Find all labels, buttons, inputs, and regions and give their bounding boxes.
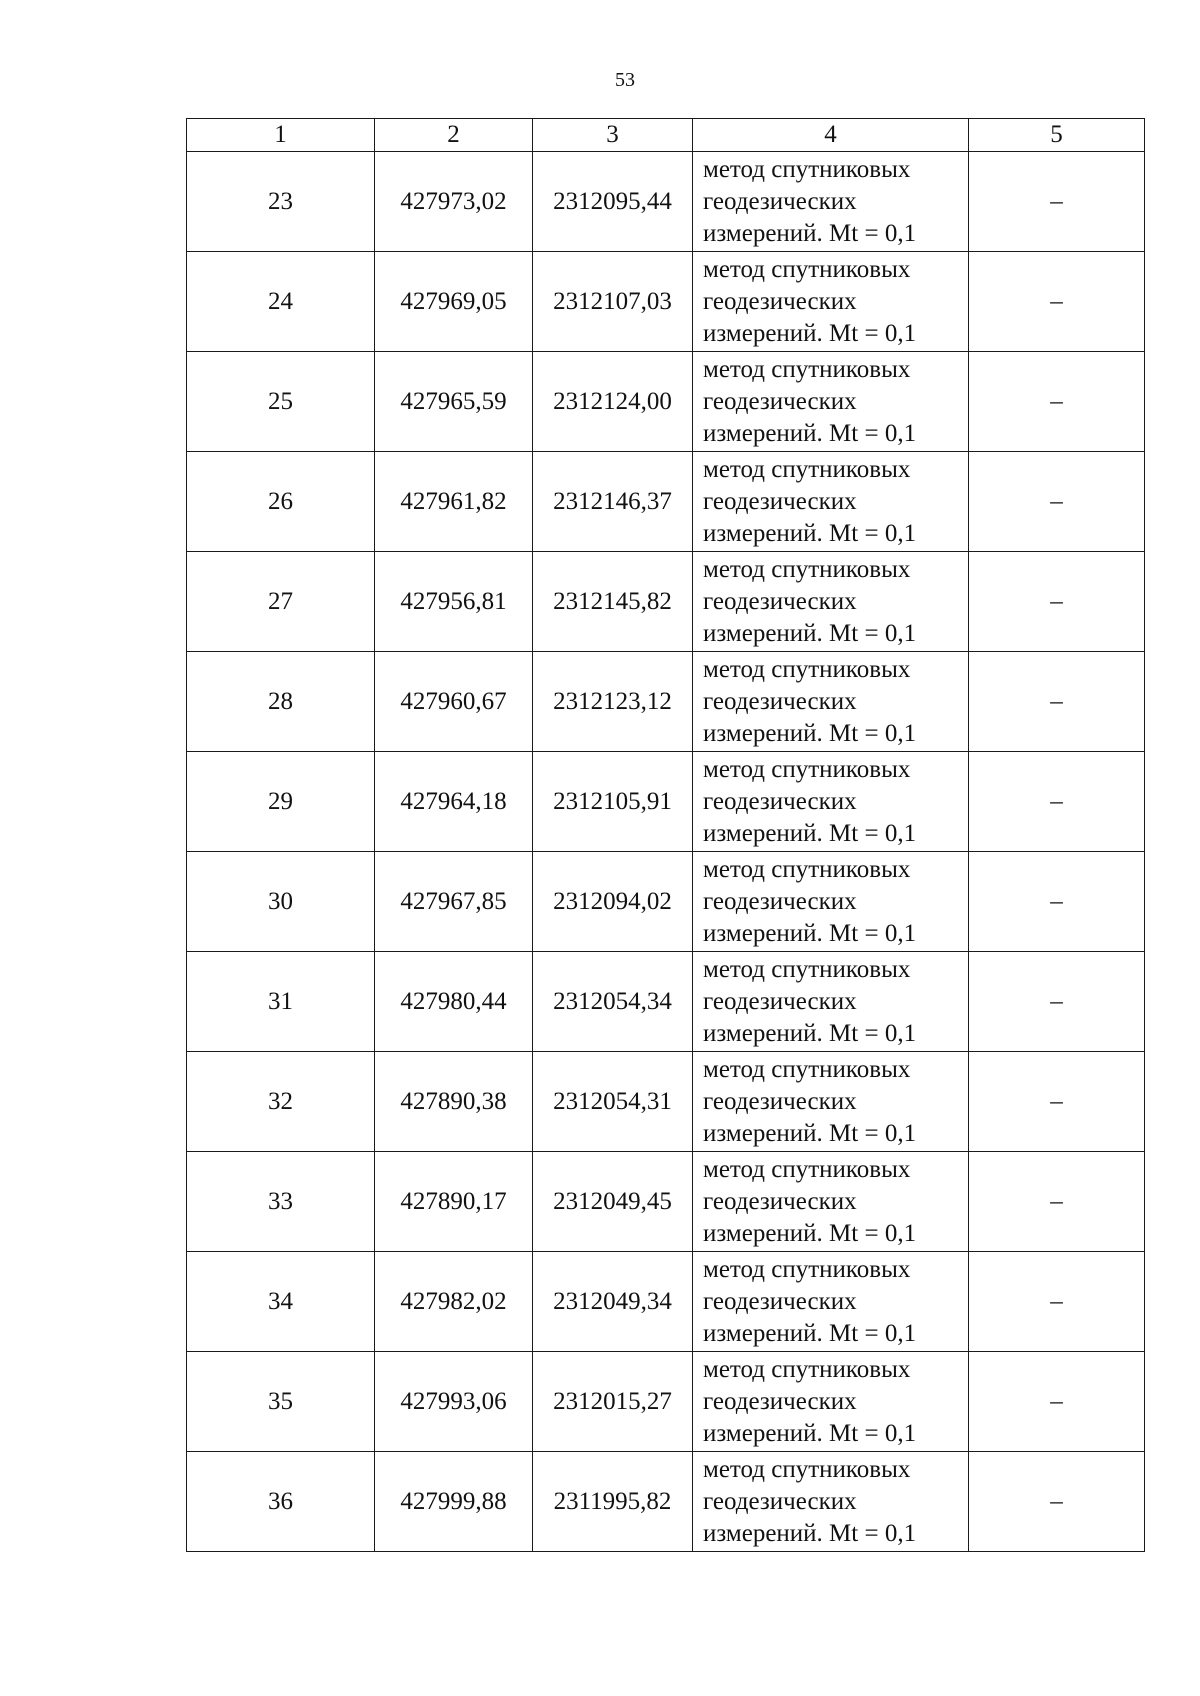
column-5-cell: – — [969, 1452, 1145, 1552]
point-number-cell: 34 — [187, 1252, 375, 1352]
header-cell-4: 4 — [693, 119, 969, 152]
header-cell-3: 3 — [533, 119, 693, 152]
column-5-cell: – — [969, 1052, 1145, 1152]
column-5-cell: – — [969, 452, 1145, 552]
method-text-line: геодезических — [703, 1087, 857, 1115]
y-coordinate-cell: 2312105,91 — [533, 752, 693, 852]
method-text-line: метод спутниковых — [703, 855, 911, 883]
method-cell — [693, 1152, 969, 1252]
method-text-line: геодезических — [703, 887, 857, 915]
x-coordinate-cell: 427964,18 — [375, 752, 533, 852]
method-text-line: измерений. Mt = 0,1 — [703, 819, 917, 847]
method-text-line: метод спутниковых — [703, 355, 911, 383]
point-number-cell: 36 — [187, 1452, 375, 1552]
column-5-cell: – — [969, 352, 1145, 452]
method-text-line: геодезических — [703, 1187, 857, 1215]
method-cell — [693, 352, 969, 452]
method-text-line: геодезических — [703, 687, 857, 715]
column-5-cell: – — [969, 752, 1145, 852]
method-cell — [693, 252, 969, 352]
method-text-line: метод спутниковых — [703, 455, 911, 483]
method-text-line: измерений. Mt = 0,1 — [703, 1319, 917, 1347]
method-cell — [693, 852, 969, 952]
table-row — [187, 452, 1145, 552]
method-text-line: метод спутниковых — [703, 755, 911, 783]
method-text-line: измерений. Mt = 0,1 — [703, 919, 917, 947]
y-coordinate-cell: 2312054,34 — [533, 952, 693, 1052]
method-cell — [693, 1452, 969, 1552]
header-cell-2: 2 — [375, 119, 533, 152]
method-text-line: метод спутниковых — [703, 255, 911, 283]
y-coordinate-cell: 2312049,34 — [533, 1252, 693, 1352]
method-text-line: геодезических — [703, 1387, 857, 1415]
method-cell — [693, 1252, 969, 1352]
coordinates-table — [186, 118, 1145, 1552]
point-number-cell: 30 — [187, 852, 375, 952]
method-text-line: геодезических — [703, 587, 857, 615]
y-coordinate-cell: 2311995,82 — [533, 1452, 693, 1552]
point-number-cell: 35 — [187, 1352, 375, 1452]
table-row — [187, 1252, 1145, 1352]
table-row — [187, 252, 1145, 352]
y-coordinate-cell: 2312145,82 — [533, 552, 693, 652]
method-text-line: измерений. Mt = 0,1 — [703, 519, 917, 547]
header-cell-1: 1 — [187, 119, 375, 152]
column-5-cell: – — [969, 952, 1145, 1052]
method-text-line: измерений. Mt = 0,1 — [703, 1419, 917, 1447]
point-number-cell: 29 — [187, 752, 375, 852]
method-cell — [693, 1352, 969, 1452]
method-text-line: геодезических — [703, 387, 857, 415]
header-cell-5: 5 — [969, 119, 1145, 152]
table-row — [187, 652, 1145, 752]
column-5-cell: – — [969, 252, 1145, 352]
method-text-line: измерений. Mt = 0,1 — [703, 419, 917, 447]
point-number-cell: 23 — [187, 152, 375, 252]
x-coordinate-cell: 427890,17 — [375, 1152, 533, 1252]
table-row — [187, 1352, 1145, 1452]
y-coordinate-cell: 2312124,00 — [533, 352, 693, 452]
point-number-cell: 33 — [187, 1152, 375, 1252]
method-text-line: измерений. Mt = 0,1 — [703, 719, 917, 747]
table-row — [187, 552, 1145, 652]
table-row — [187, 1152, 1145, 1252]
x-coordinate-cell: 427960,67 — [375, 652, 533, 752]
table-row — [187, 1052, 1145, 1152]
method-text-line: измерений. Mt = 0,1 — [703, 1219, 917, 1247]
method-text-line: измерений. Mt = 0,1 — [703, 219, 917, 247]
column-5-cell: – — [969, 1152, 1145, 1252]
y-coordinate-cell: 2312123,12 — [533, 652, 693, 752]
table-body — [187, 152, 1145, 1552]
table-row — [187, 752, 1145, 852]
x-coordinate-cell: 427993,06 — [375, 1352, 533, 1452]
method-text-line: метод спутниковых — [703, 1055, 911, 1083]
y-coordinate-cell: 2312146,37 — [533, 452, 693, 552]
column-5-cell: – — [969, 1252, 1145, 1352]
method-text-line: геодезических — [703, 1287, 857, 1315]
method-cell — [693, 152, 969, 252]
method-text-line: метод спутниковых — [703, 555, 911, 583]
method-text-line: измерений. Mt = 0,1 — [703, 619, 917, 647]
table-row — [187, 152, 1145, 252]
method-text-line: измерений. Mt = 0,1 — [703, 1019, 917, 1047]
method-cell — [693, 752, 969, 852]
y-coordinate-cell: 2312015,27 — [533, 1352, 693, 1452]
y-coordinate-cell: 2312094,02 — [533, 852, 693, 952]
method-text-line: измерений. Mt = 0,1 — [703, 1519, 917, 1547]
point-number-cell: 32 — [187, 1052, 375, 1152]
point-number-cell: 25 — [187, 352, 375, 452]
method-text-line: метод спутниковых — [703, 655, 911, 683]
method-text-line: геодезических — [703, 487, 857, 515]
method-text-line: геодезических — [703, 787, 857, 815]
method-text-line: измерений. Mt = 0,1 — [703, 1119, 917, 1147]
method-text-line: измерений. Mt = 0,1 — [703, 319, 917, 347]
x-coordinate-cell: 427973,02 — [375, 152, 533, 252]
header-row — [187, 119, 1145, 152]
method-cell — [693, 552, 969, 652]
x-coordinate-cell: 427999,88 — [375, 1452, 533, 1552]
method-cell — [693, 952, 969, 1052]
point-number-cell: 24 — [187, 252, 375, 352]
method-text-line: метод спутниковых — [703, 1255, 911, 1283]
y-coordinate-cell: 2312107,03 — [533, 252, 693, 352]
table-row — [187, 1452, 1145, 1552]
method-text-line: геодезических — [703, 187, 857, 215]
page-number: 53 — [615, 69, 635, 91]
method-text-line: метод спутниковых — [703, 1355, 911, 1383]
x-coordinate-cell: 427967,85 — [375, 852, 533, 952]
method-text-line: метод спутниковых — [703, 1155, 911, 1183]
column-5-cell: – — [969, 652, 1145, 752]
x-coordinate-cell: 427890,38 — [375, 1052, 533, 1152]
x-coordinate-cell: 427965,59 — [375, 352, 533, 452]
y-coordinate-cell: 2312054,31 — [533, 1052, 693, 1152]
method-text-line: геодезических — [703, 1487, 857, 1515]
point-number-cell: 28 — [187, 652, 375, 752]
x-coordinate-cell: 427982,02 — [375, 1252, 533, 1352]
method-cell — [693, 1052, 969, 1152]
x-coordinate-cell: 427956,81 — [375, 552, 533, 652]
point-number-cell: 31 — [187, 952, 375, 1052]
x-coordinate-cell: 427961,82 — [375, 452, 533, 552]
column-5-cell: – — [969, 552, 1145, 652]
method-text-line: метод спутниковых — [703, 1455, 911, 1483]
table-row — [187, 852, 1145, 952]
point-number-cell: 26 — [187, 452, 375, 552]
x-coordinate-cell: 427969,05 — [375, 252, 533, 352]
y-coordinate-cell: 2312095,44 — [533, 152, 693, 252]
column-5-cell: – — [969, 152, 1145, 252]
table-row — [187, 352, 1145, 452]
method-text-line: геодезических — [703, 987, 857, 1015]
point-number-cell: 27 — [187, 552, 375, 652]
x-coordinate-cell: 427980,44 — [375, 952, 533, 1052]
method-text-line: метод спутниковых — [703, 955, 911, 983]
column-5-cell: – — [969, 1352, 1145, 1452]
column-5-cell: – — [969, 852, 1145, 952]
method-cell — [693, 452, 969, 552]
method-text-line: геодезических — [703, 287, 857, 315]
table-row — [187, 952, 1145, 1052]
method-text-line: метод спутниковых — [703, 155, 911, 183]
method-cell — [693, 652, 969, 752]
y-coordinate-cell: 2312049,45 — [533, 1152, 693, 1252]
